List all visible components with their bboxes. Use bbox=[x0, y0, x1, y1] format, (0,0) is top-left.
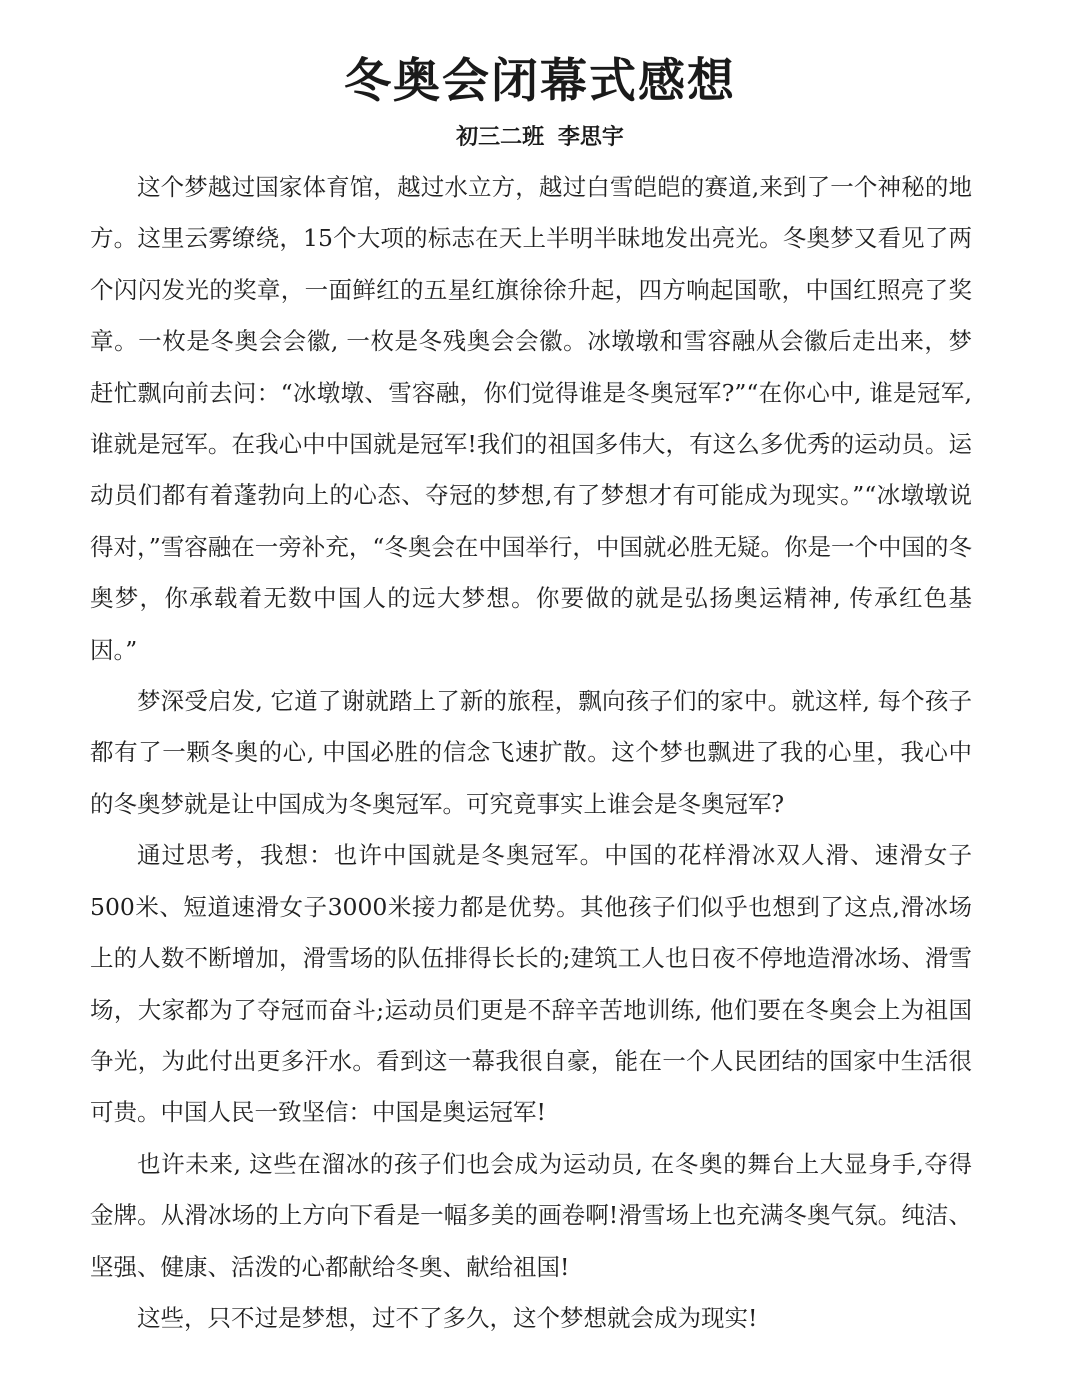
paragraph: 这些，只不过是梦想，过不了多久，这个梦想就会成为现实! bbox=[137, 1303, 758, 1332]
essay-body bbox=[90, 162, 972, 1344]
paragraph: 这个梦越过国家体育馆，越过水立方，越过白雪皑皑的赛道,来到了一个神秘的地方。这里云雾缭绕，15个大项的标志在天上半明半昧地发出亮光。冬奥梦又看见了两个闪闪发光的奖章，一面鲜红的五星红旗徐徐升起，四方响起国歌，中国红照亮了奖章。一枚是冬奥会会徽, 一枚是冬残奥会会徽。冰墩墩和雪容融从会徽后走出来，梦赶忙飘向前去问：“冰墩墩、雪容融，你们觉得谁是冬奥冠军?”“在你心中, 谁是冠军, 谁就是冠军。在我心中中国就是冠军!我们的祖国多伟大，有这么多优秀的运动员。运动员们都有着蓬勃向上的心态、夺冠的梦想,有了梦想才有可能成为现实。”“冰墩墩说得对，”雪容融在一旁补充，“冬奥会在中国举行，中国就必胜无疑。你是一个中国的冬奥梦，你承载着无数中国人的远大梦想。你要做的就是弘扬奥运精神, 传承红色基因。” bbox=[90, 173, 972, 664]
paragraph: 通过思考，我想：也许中国就是冬奥冠军。中国的花样滑冰双人滑、速滑女子500米、短道速滑女子3000米接力都是优势。其他孩子们似乎也想到了这点,滑冰场上的人数不断增加，滑雪场的队伍排得长长的;建筑工人也日夜不停地造滑冰场、滑雪场，大家都为了夺冠而奋斗;运动员们更是不辞辛苦地训练, 他们要在冬奥会上为祖国争光，为此付出更多汗水。看到这一幕我很自豪，能在一个人民团结的国家中生活很可贵。中国人民一致坚信：中国是奥运冠军! bbox=[90, 841, 972, 1127]
paragraph: 梦深受启发, 它道了谢就踏上了新的旅程，飘向孩子们的家中。就这样, 每个孩子都有了一颗冬奥的心, 中国必胜的信念飞速扩散。这个梦也飘进了我的心里，我心中的冬奥梦就是让中国成为冬奥冠军。可究竟事实上谁会是冬奥冠军? bbox=[90, 687, 972, 818]
paragraph: 也许未来, 这些在溜冰的孩子们也会成为运动员, 在冬奥的舞台上大显身手,夺得金牌。从滑冰场的上方向下看是一幅多美的画卷啊!滑雪场上也充满冬奥气氛。纯洁、坚强、健康、活泼的心都献给冬奥、献给祖国! bbox=[90, 1149, 972, 1281]
essay-author: 初三二班 李思宇 bbox=[456, 125, 624, 150]
essay-title: 冬奥会闭幕式感想 bbox=[344, 54, 736, 109]
